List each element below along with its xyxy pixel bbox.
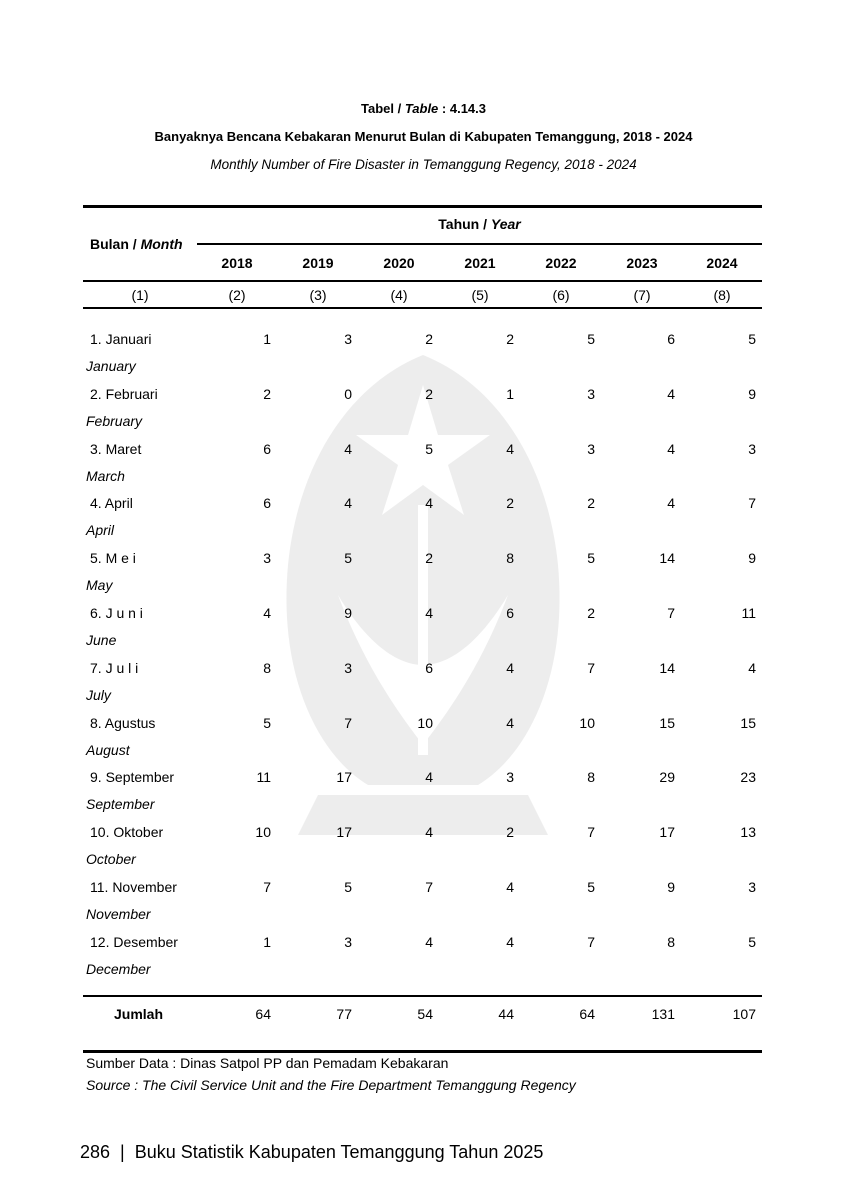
table-cell: 2 xyxy=(425,550,433,567)
table-number-heading xyxy=(0,101,847,116)
table-cell: 7 xyxy=(263,879,271,895)
table-cell: 7 xyxy=(748,495,756,512)
table-cell: 23 xyxy=(740,769,756,786)
year-header-2023: 2023 xyxy=(626,255,658,271)
table-title-en: Monthly Number of Fire Disaster in Temanggung Regency, 2018 - 2024 xyxy=(210,157,637,172)
table-cell: 5 xyxy=(263,714,271,731)
month-name-en: April xyxy=(86,522,115,539)
source-note-en: Source : The Civil Service Unit and the Fire Department Temanggung Regency xyxy=(86,1077,576,1093)
table-cell: 11 xyxy=(256,769,271,786)
table-cell: 9 xyxy=(344,605,352,621)
total-label: Jumlah xyxy=(114,1006,164,1022)
table-cell: 6 xyxy=(263,440,271,457)
month-name-id: 12. Desember xyxy=(90,933,178,950)
table-cell: 5 xyxy=(587,550,595,567)
month-name-id: 6. J u n i xyxy=(90,605,143,621)
column-number: (3) xyxy=(309,287,327,303)
column-number: (2) xyxy=(228,287,246,303)
table-cell: 15 xyxy=(659,714,675,731)
table-cell: 5 xyxy=(748,933,756,950)
total-cell: 77 xyxy=(336,1006,352,1022)
column-number: (1) xyxy=(131,287,149,303)
table-cell: 4 xyxy=(667,440,675,457)
table-cell: 4 xyxy=(425,933,433,950)
month-name-id: 10. Oktober xyxy=(90,824,164,841)
table-cell: 3 xyxy=(344,933,352,950)
table-cell: 5 xyxy=(587,879,595,895)
month-name-en: June xyxy=(86,632,117,648)
total-cell: 64 xyxy=(255,1006,271,1022)
table-cell: 7 xyxy=(667,605,675,621)
total-cell: 131 xyxy=(651,1006,675,1022)
table-cell: 6 xyxy=(506,605,514,621)
year-header-2019: 2019 xyxy=(302,255,334,271)
table-cell: 3 xyxy=(587,440,595,457)
table-cell: 13 xyxy=(740,824,756,841)
table-cell: 9 xyxy=(748,550,756,567)
table-cell: 2 xyxy=(506,331,514,347)
month-head-en: Month xyxy=(140,236,183,252)
table-cell: 1 xyxy=(263,933,271,950)
table-cell: 1 xyxy=(506,385,514,402)
year-head-en: Year xyxy=(490,216,521,232)
table-cell: 11 xyxy=(741,605,756,621)
month-name-en: October xyxy=(86,851,136,868)
month-head-id: Bulan / xyxy=(90,236,141,252)
month-column-header xyxy=(90,235,183,253)
year-header-2018: 2018 xyxy=(221,255,253,271)
total-cell: 64 xyxy=(579,1006,595,1022)
table-cell: 17 xyxy=(659,824,675,841)
table-cell: 3 xyxy=(263,550,271,567)
table-number: : 4.14.3 xyxy=(438,101,486,116)
table-cell: 2 xyxy=(425,385,433,402)
month-name-id: 1. Januari xyxy=(90,331,152,347)
table-cell: 4 xyxy=(506,659,514,676)
table-cell: 4 xyxy=(667,495,675,512)
table-cell: 4 xyxy=(425,605,433,621)
table-cell: 4 xyxy=(506,879,514,895)
month-name-en: December xyxy=(86,960,151,977)
table-title-id: Banyaknya Bencana Kebakaran Menurut Bulan di Kabupaten Temanggung, 2018 - 2024 xyxy=(154,129,693,144)
table-cell: 5 xyxy=(425,440,433,457)
table-cell: 4 xyxy=(667,385,675,402)
table-label-en: Table xyxy=(404,101,439,116)
table-cell: 4 xyxy=(506,714,514,731)
column-header-rule xyxy=(83,280,762,282)
table-cell: 6 xyxy=(425,659,433,676)
column-number: (5) xyxy=(471,287,489,303)
table-top-rule xyxy=(83,205,762,208)
table-cell: 7 xyxy=(344,714,352,731)
month-name-en: November xyxy=(86,906,151,922)
year-header-rule xyxy=(197,243,762,245)
month-name-id: 8. Agustus xyxy=(90,714,156,731)
table-cell: 10 xyxy=(579,714,595,731)
column-number: (6) xyxy=(552,287,570,303)
month-name-id: 4. April xyxy=(90,495,133,512)
table-cell: 8 xyxy=(667,933,675,950)
table-cell: 4 xyxy=(425,824,433,841)
table-cell: 2 xyxy=(425,331,433,347)
table-prefix: Tabel / xyxy=(360,101,405,116)
table-cell: 3 xyxy=(587,385,595,402)
year-group-header xyxy=(197,215,762,233)
table-cell: 7 xyxy=(587,659,595,676)
year-header-2021: 2021 xyxy=(464,255,496,271)
table-cell: 6 xyxy=(263,495,271,512)
month-name-en: January xyxy=(86,358,136,374)
total-cell: 44 xyxy=(498,1006,514,1022)
month-name-en: July xyxy=(86,686,111,703)
column-number: (7) xyxy=(633,287,651,303)
table-cell: 9 xyxy=(667,879,675,895)
table-cell: 3 xyxy=(344,659,352,676)
table-cell: 10 xyxy=(417,714,433,731)
footer-separator: | xyxy=(110,1142,135,1162)
month-name-id: 2. Februari xyxy=(90,385,158,402)
table-cell: 0 xyxy=(344,385,352,402)
table-cell: 5 xyxy=(344,879,352,895)
month-name-en: March xyxy=(86,467,125,484)
table-cell: 3 xyxy=(506,769,514,786)
table-cell: 4 xyxy=(506,440,514,457)
table-cell: 17 xyxy=(336,824,352,841)
month-name-en: August xyxy=(86,741,130,758)
table-cell: 2 xyxy=(263,385,271,402)
month-name-id: 5. M e i xyxy=(90,550,136,567)
table-cell: 8 xyxy=(506,550,514,567)
table-cell: 14 xyxy=(659,659,675,676)
column-number: (8) xyxy=(713,287,731,303)
table-cell: 8 xyxy=(263,659,271,676)
table-cell: 4 xyxy=(344,495,352,512)
table-cell: 5 xyxy=(587,331,595,347)
month-name-id: 7. J u l i xyxy=(90,659,139,676)
page-footer xyxy=(80,1142,543,1163)
table-cell: 3 xyxy=(748,440,756,457)
table-cell: 2 xyxy=(587,495,595,512)
table-cell: 14 xyxy=(659,550,675,567)
table-cell: 2 xyxy=(506,495,514,512)
table-cell: 17 xyxy=(336,769,352,786)
month-name-en: September xyxy=(86,796,155,813)
table-cell: 4 xyxy=(263,605,271,621)
table-cell: 3 xyxy=(748,879,756,895)
table-cell: 10 xyxy=(255,824,271,841)
total-cell: 107 xyxy=(732,1006,756,1022)
table-cell: 4 xyxy=(748,659,756,676)
table-cell: 5 xyxy=(748,331,756,347)
year-head-id: Tahun / xyxy=(438,216,491,232)
month-name-id: 11. November xyxy=(90,879,177,895)
table-cell: 4 xyxy=(425,769,433,786)
month-name-en: May xyxy=(86,577,113,594)
source-note-id: Sumber Data : Dinas Satpol PP dan Pemadam Kebakaran xyxy=(86,1055,449,1071)
table-cell: 6 xyxy=(667,331,675,347)
table-cell: 5 xyxy=(344,550,352,567)
table-cell: 7 xyxy=(587,933,595,950)
table-cell: 1 xyxy=(263,331,271,347)
table-cell: 9 xyxy=(748,385,756,402)
month-name-id: 3. Maret xyxy=(90,440,142,457)
year-header-2024: 2024 xyxy=(706,255,738,271)
table-cell: 4 xyxy=(506,933,514,950)
page-number: 286 xyxy=(80,1142,111,1162)
year-header-2022: 2022 xyxy=(545,255,577,271)
total-cell: 54 xyxy=(417,1006,433,1022)
year-header-2020: 2020 xyxy=(383,255,415,271)
month-name-id: 9. September xyxy=(90,769,175,786)
table-cell: 7 xyxy=(425,879,433,895)
column-number-rule xyxy=(83,307,762,309)
month-name-en: February xyxy=(86,412,143,429)
column-number: (4) xyxy=(390,287,408,303)
table-bottom-rule xyxy=(83,1050,762,1053)
table-cell: 7 xyxy=(587,824,595,841)
table-cell: 8 xyxy=(587,769,595,786)
table-cell: 15 xyxy=(740,714,756,731)
table-cell: 4 xyxy=(425,495,433,512)
table-cell: 2 xyxy=(587,605,595,621)
table-cell: 3 xyxy=(344,331,352,347)
table-cell: 29 xyxy=(659,769,675,786)
table-cell: 2 xyxy=(506,824,514,841)
book-title: Buku Statistik Kabupaten Temanggung Tahun 2025 xyxy=(134,1142,544,1162)
total-rule xyxy=(83,995,762,997)
table-cell: 4 xyxy=(344,440,352,457)
